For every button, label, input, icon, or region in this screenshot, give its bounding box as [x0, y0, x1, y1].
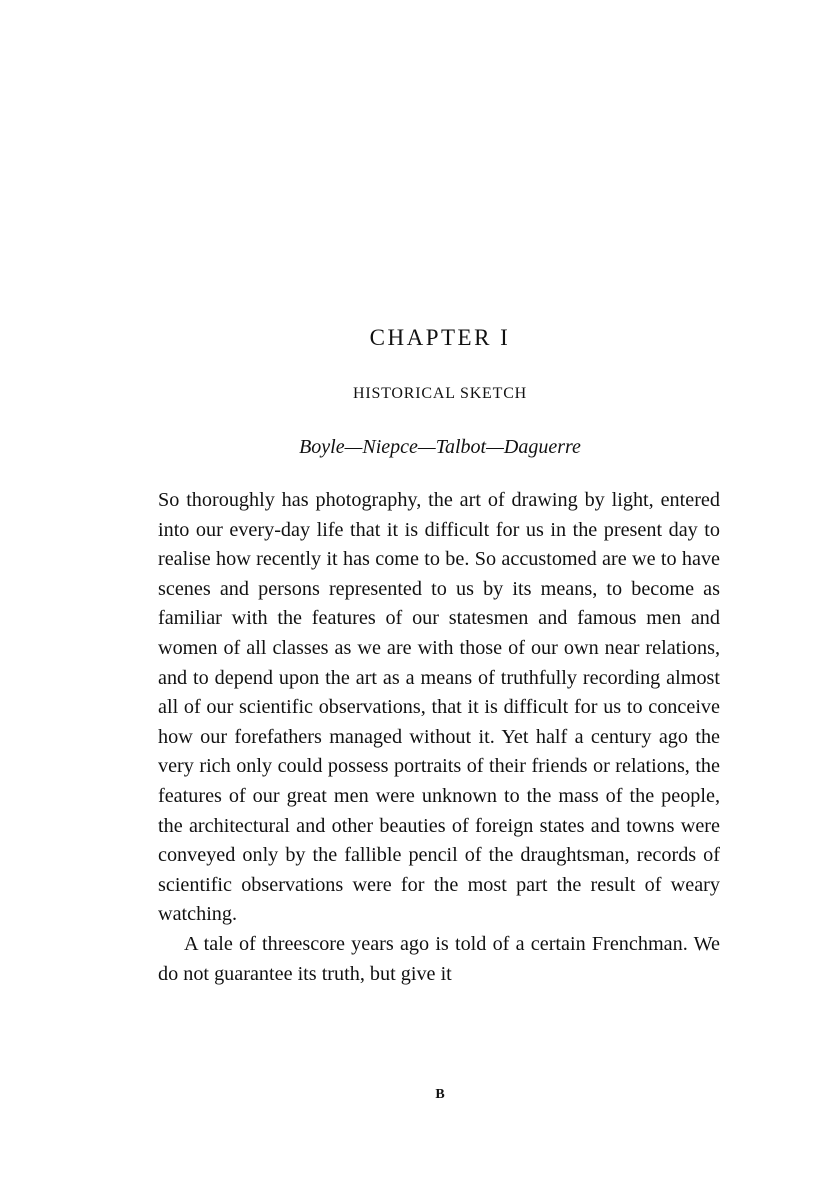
paragraph: So thoroughly has photography, the art of drawing by light, entered into our every-day life that it is difficult for us in the present day to realise how recently it has come to be. So accustomed are we to have scenes and persons represented to us by its means, to become as familiar with the features of our statesmen and famous men and women of all classes as we are with those of our own near relations, and to depend upon the art as a means of truthfully recording almost all of our scientific observations, that it is difficult for us to conceive how our forefathers managed without it. Yet half a century ago the very rich only could possess portraits of their friends or relations, the features of our great men were unknown to the mass of the people, the architectural and other beauties of foreign states and towns were conveyed only by the fallible pencil of the draughtsman, records of scientific observations were for the most part the result of weary watching.	[158, 489, 720, 926]
section-title: HISTORICAL SKETCH	[352, 385, 528, 402]
paragraph: A tale of threescore years ago is told of a certain Frenchman. We do not guarantee its truth, but give it	[158, 932, 720, 985]
signature-mark: B	[435, 1087, 445, 1102]
body-text	[158, 486, 720, 989]
chapter-subtitle: Boyle—Niepce—Talbot—Daguerre	[299, 436, 581, 458]
chapter-title: CHAPTER I	[369, 325, 511, 350]
